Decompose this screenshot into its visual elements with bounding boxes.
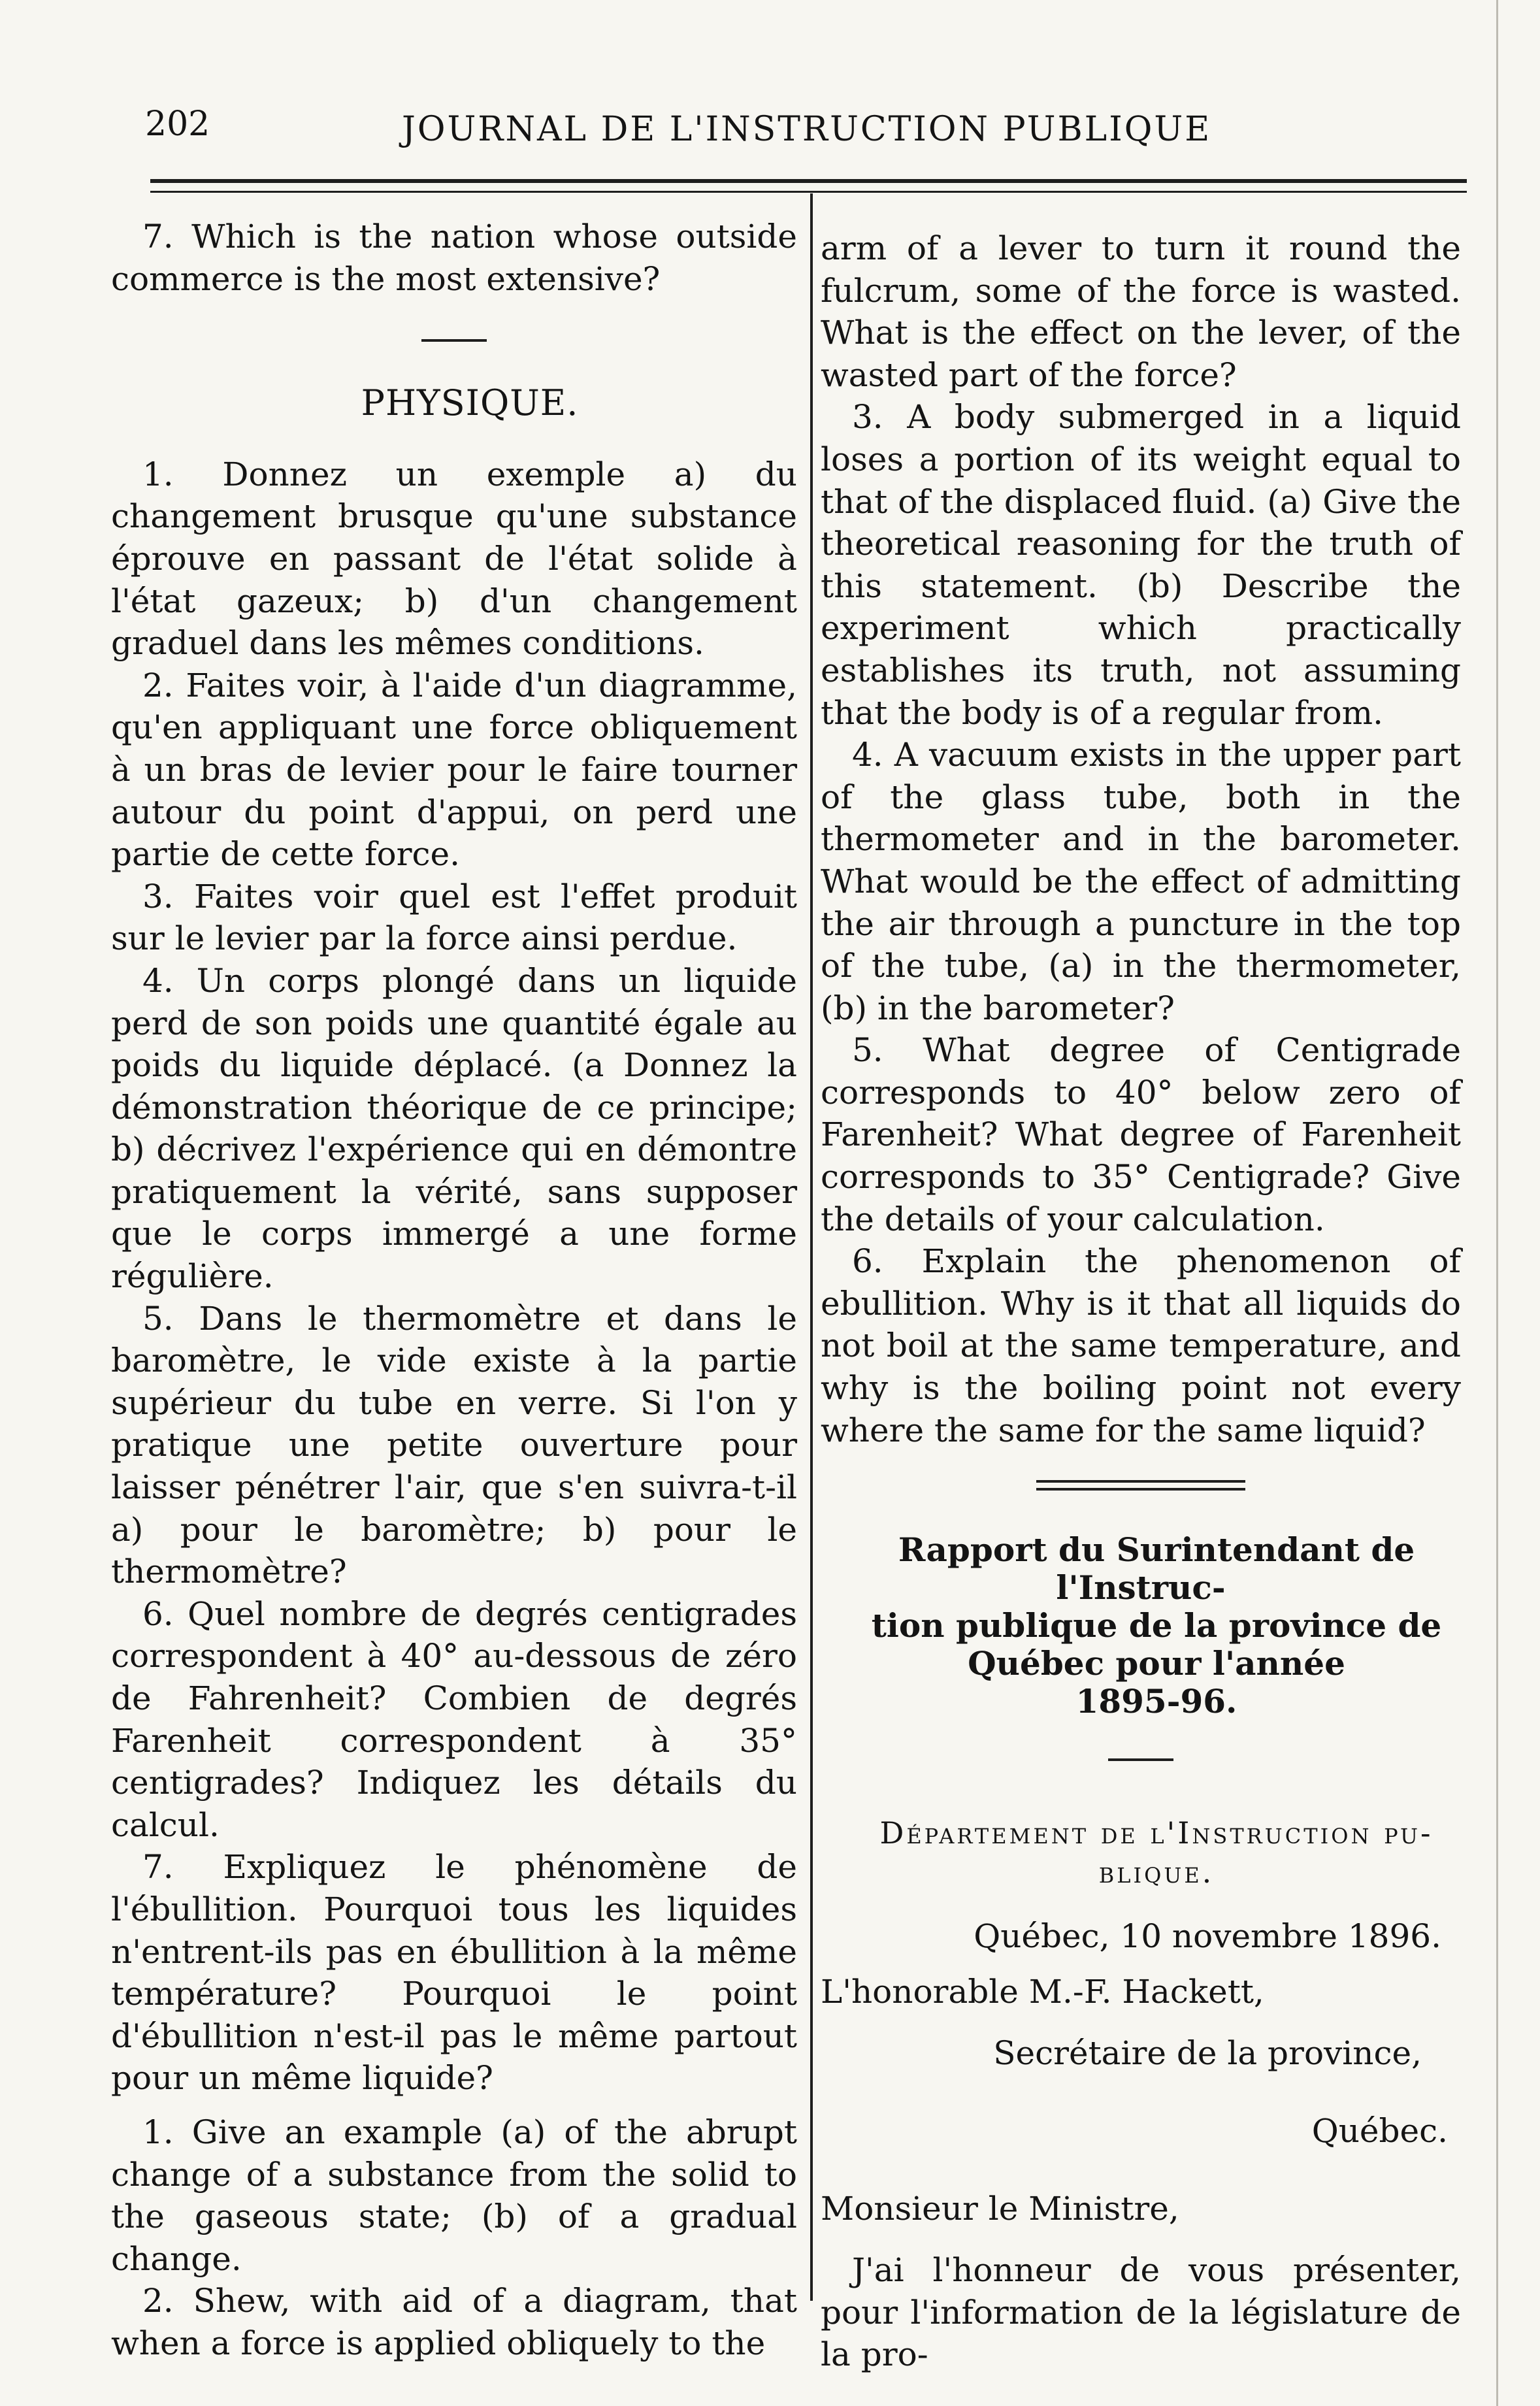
physique-fr-q6: 6. Quel nombre de degrés centigrades correspondent à 40° au-dessous de zéro de Fahrenheit? Combien de degrés Farenheit correspondent à 35° centigrades? Indiquez les détails du calcul. — [111, 1594, 797, 1844]
physique-fr-q1: 1. Donnez un exemple a) du changement brusque qu'une substance éprouve en passant de l'état solide à l'état gazeux; b) d'un changement graduel dans les mêmes conditions. — [111, 455, 797, 663]
physics-en-q5: 5. What degree of Centigrade corresponds to 40° below zero of Farenheit? What degree of Farenheit corresponds to 35° Centigrade? Give the details of your calculation. — [821, 1031, 1461, 1238]
letter-role: Secrétaire de la province, — [993, 2034, 1422, 2073]
question-7-geography: 7. Which is the nation whose outside commerce is the most extensive? — [111, 218, 797, 298]
column-divider — [810, 193, 813, 2301]
physique-fr-q3: 3. Faites voir quel est l'effet produit sur le levier par la force ainsi perdue. — [111, 877, 797, 958]
report-title-line-1: Rapport du Surintendant de l'Instruc- — [898, 1530, 1415, 1607]
header-rule-thin — [150, 191, 1467, 193]
page-edge — [1496, 0, 1498, 2406]
page-number: 202 — [145, 105, 210, 144]
physics-en-q6: 6. Explain the phenomenon of ebullition. Why is it that all liquids do not boil at the same temperature, and why is the boiling point not every where the same for the same liquid? — [821, 1242, 1461, 1449]
report-title-line-3: Québec pour l'année — [968, 1644, 1345, 1683]
physique-fr-q5: 5. Dans le thermomètre et dans le baromètre, le vide existe à la partie supérieur du tube en verre. Si l'on y pratique une petite ouverture pour laisser pénétrer l'air, que s'en suivra-t-il a) pour le baromètre; b) pour le thermomètre? — [111, 1299, 797, 1591]
physics-en-q1: 1. Give an example (a) of the abrupt change of a substance from the solid to the gaseous state; (b) of a gradual change. — [111, 2113, 797, 2278]
right-column — [821, 227, 1461, 2376]
letter-date: Québec, 10 novembre 1896. — [974, 1917, 1441, 1956]
physique-fr-q2: 2. Faites voir, à l'aide d'un diagramme, qu'en appliquant une force obliquement à un bras de levier pour le faire tourner autour du point d'appui, on perd une partie de cette force. — [111, 666, 797, 874]
report-title-line-4: 1895-96. — [1075, 1682, 1237, 1721]
letter-addressee: L'honorable M.-F. Hackett, — [821, 1972, 1264, 2011]
physics-en-q2-start: 2. Shew, with aid of a diagram, that when a force is applied obliquely to the — [111, 2282, 797, 2362]
physics-en-q4: 4. A vacuum exists in the upper part of the glass tube, both in the thermometer and in the barometer. What would be the effect of admitting the air through a puncture in the top of the tube, (a) in the thermometer, (b) in the barometer? — [821, 736, 1461, 1027]
letter-salutation: Monsieur le Ministre, — [821, 2189, 1179, 2228]
department-line-2: blique. — [1098, 1854, 1215, 1890]
section-title: PHYSIQUE. — [361, 382, 579, 424]
left-column — [111, 216, 797, 2365]
physics-en-q3: 3. A body submerged in a liquid loses a portion of its weight equal to that of the displaced fluid. (a) Give the theoretical reasoning for the truth of this statement. (b) Describe the experiment which practically establishes its truth, not assuming that the body is of a regular from. — [821, 398, 1461, 732]
letter-place: Québec. — [1311, 2112, 1448, 2150]
report-title-line-2: tion publique de la province de — [871, 1606, 1442, 1645]
report-separator — [1036, 1480, 1245, 1491]
running-title: JOURNAL DE L'INSTRUCTION PUBLIQUE — [402, 110, 1212, 149]
header-rule — [150, 179, 1467, 183]
department-line-1: Département de l'Instruction pu- — [879, 1815, 1434, 1851]
letter-body: J'ai l'honneur de vous présenter, pour l'information de la législature de la pro- — [821, 2251, 1461, 2374]
physique-fr-q4: 4. Un corps plongé dans un liquide perd de son poids une quantité égale au poids du liquide déplacé. (a Donnez la démonstration théorique de ce principe; b) décrivez l'expérience qui en démontre pratiquement la vérité, sans supposer que le corps immergé a une forme régulière. — [111, 961, 797, 1296]
physics-en-q2-cont: arm of a lever to turn it round the fulcrum, some of the force is wasted. What is the effect on the lever, of the wasted part of the force? — [821, 229, 1461, 394]
physique-fr-q7: 7. Expliquez le phénomène de l'ébullition. Pourquoi tous les liquides n'entrent-ils pas en ébullition à la même température? Pourquoi le point d'ébullition n'est-il pas le même partout pour un même liquide? — [111, 1848, 797, 2098]
